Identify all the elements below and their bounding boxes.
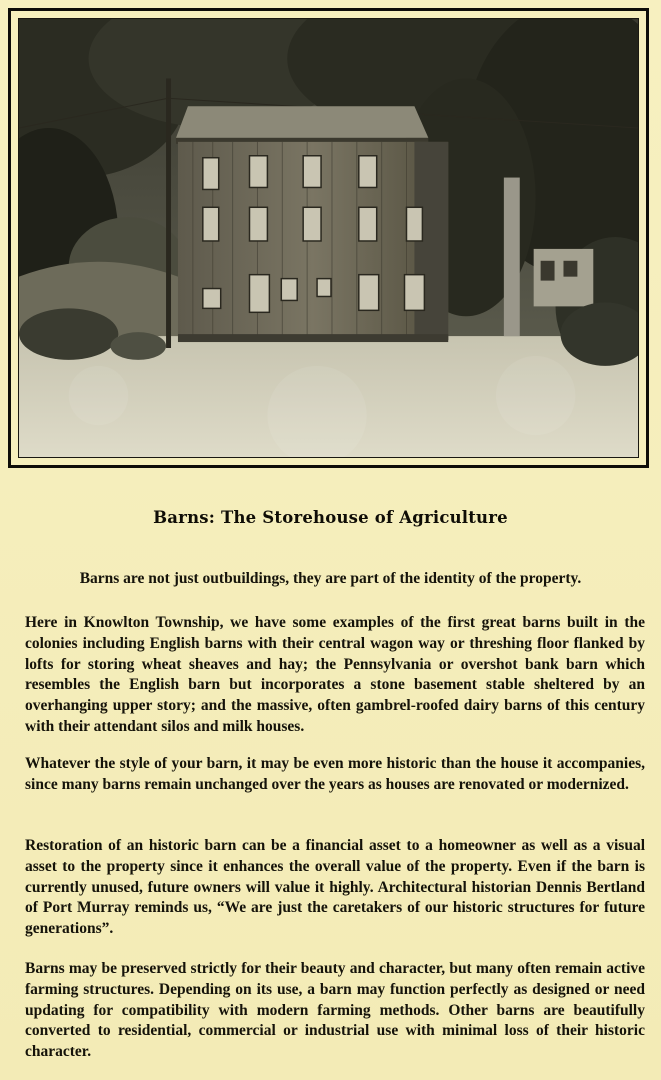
paragraph-restoration: Restoration of an historic barn can be a financial asset to a homeowner as well as a visual asset to the property since it enhances the overall value of the property. Even if the barn is currently unused, future owners will value it highly. Architectural historian Dennis Bertland of Port Murray reminds us, “We are just the caretakers of our historic structures for future generations”. (25, 837, 645, 938)
barn-photo-image (19, 19, 638, 457)
photo-frame (8, 8, 649, 468)
paragraph-preservation: Barns may be preserved strictly for their beauty and character, but many often remain active farming structures. Depending on its use, a barn may function perfectly as designed or need updating for compatibility with modern farming methods. Other barns are beautifully converted to residential, commercial or industrial use with minimal loss of their historic character. (25, 960, 645, 1061)
barn-photo (18, 18, 639, 458)
article-title: Barns: The Storehouse of Agriculture (153, 508, 508, 527)
paragraph-barn-types: Here in Knowlton Township, we have some examples of the first great barns built in the colonies including English barns with their central wagon way or threshing floor flanked by lofts for storing wheat sheaves and hay; the Pennsylvania or overshot bank barn which resembles the English barn but incorporates a stone basement stable sheltered by an overhanging upper story; and the massive, often gambrel-roofed dairy barns of this century with their attendant silos and milk houses. (25, 614, 645, 735)
paragraph-barn-history: Whatever the style of your barn, it may be even more historic than the house it accompanies, since many barns remain unchanged over the years as houses are renovated or modernized. (25, 755, 645, 793)
article-lead: Barns are not just outbuildings, they are part of the identity of the property. (79, 570, 582, 587)
